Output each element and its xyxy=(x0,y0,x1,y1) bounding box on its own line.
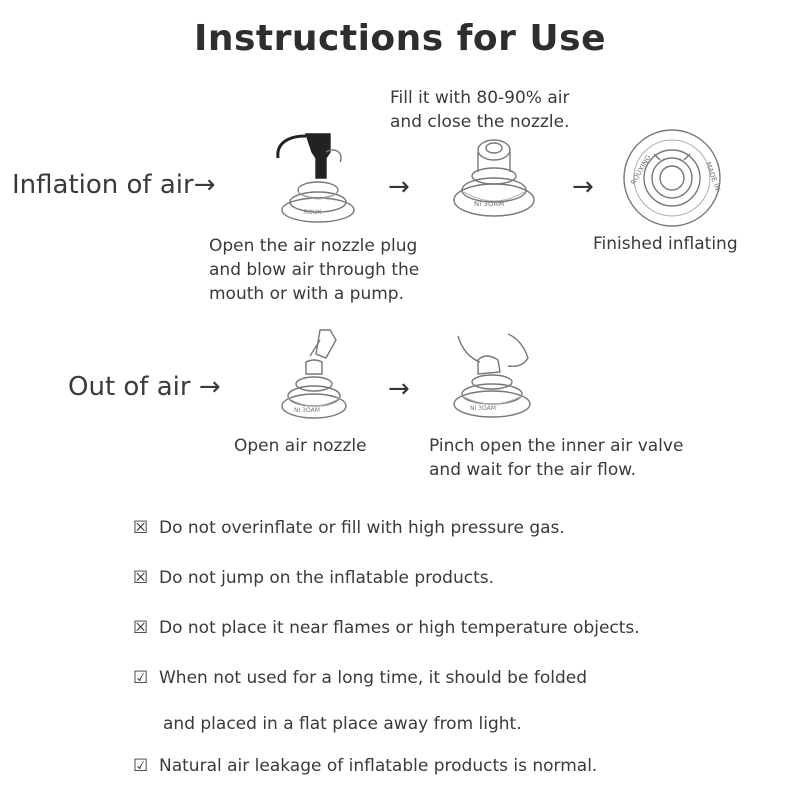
rule-item: ☑ When not used for a long time, it should be folded xyxy=(133,668,587,688)
inflation-step2-caption: Fill it with 80-90% air and close the nozzle. xyxy=(390,88,570,132)
svg-text:NI 3OAM: NI 3OAM xyxy=(470,405,496,412)
arrow: → xyxy=(388,172,410,202)
valve-pinched-image xyxy=(448,330,538,422)
deflation-step1-caption: Open air nozzle xyxy=(234,436,367,456)
crossed-box-icon: ☒ xyxy=(133,518,149,538)
rule-item: ☒ Do not jump on the inflatable products. xyxy=(133,568,495,588)
inflation-step1-caption: Open the air nozzle plug and blow air through the mouth or with a pump. xyxy=(209,236,420,304)
svg-text:ROUXING: ROUXING xyxy=(629,153,653,187)
deflation-step2-caption: Pinch open the inner air valve and wait for the air flow. xyxy=(429,436,684,480)
svg-text:ROUX: ROUX xyxy=(304,209,322,216)
rule-item: ☒ Do not place it near flames or high temperature objects. xyxy=(133,618,640,638)
inflation-label: Inflation of air→ xyxy=(12,170,216,200)
crossed-box-icon: ☒ xyxy=(133,568,149,588)
arrow: → xyxy=(388,374,410,404)
valve-closed-top-image xyxy=(620,126,724,230)
inflation-step3-caption: Finished inflating xyxy=(593,234,738,254)
valve-opened-image xyxy=(280,326,350,422)
page-title: Instructions for Use xyxy=(193,18,606,59)
valve-filled-image xyxy=(450,130,540,222)
svg-text:NI 3OAM: NI 3OAM xyxy=(294,407,320,414)
crossed-box-icon: ☒ xyxy=(133,618,149,638)
rule-continuation: and placed in a flat place away from light. xyxy=(163,714,522,734)
svg-text:NI 3OAM: NI 3OAM xyxy=(474,200,505,208)
svg-text:MADE IN: MADE IN xyxy=(703,160,722,193)
valve-open-pump-image xyxy=(268,128,360,224)
checked-box-icon: ☑ xyxy=(133,668,149,688)
arrow: → xyxy=(572,172,594,202)
rule-item: ☒ Do not overinflate or fill with high pressure gas. xyxy=(133,518,565,538)
deflation-label: Out of air → xyxy=(68,372,221,402)
checked-box-icon: ☑ xyxy=(133,756,149,776)
rule-item: ☑ Natural air leakage of inflatable products is normal. xyxy=(133,756,598,776)
